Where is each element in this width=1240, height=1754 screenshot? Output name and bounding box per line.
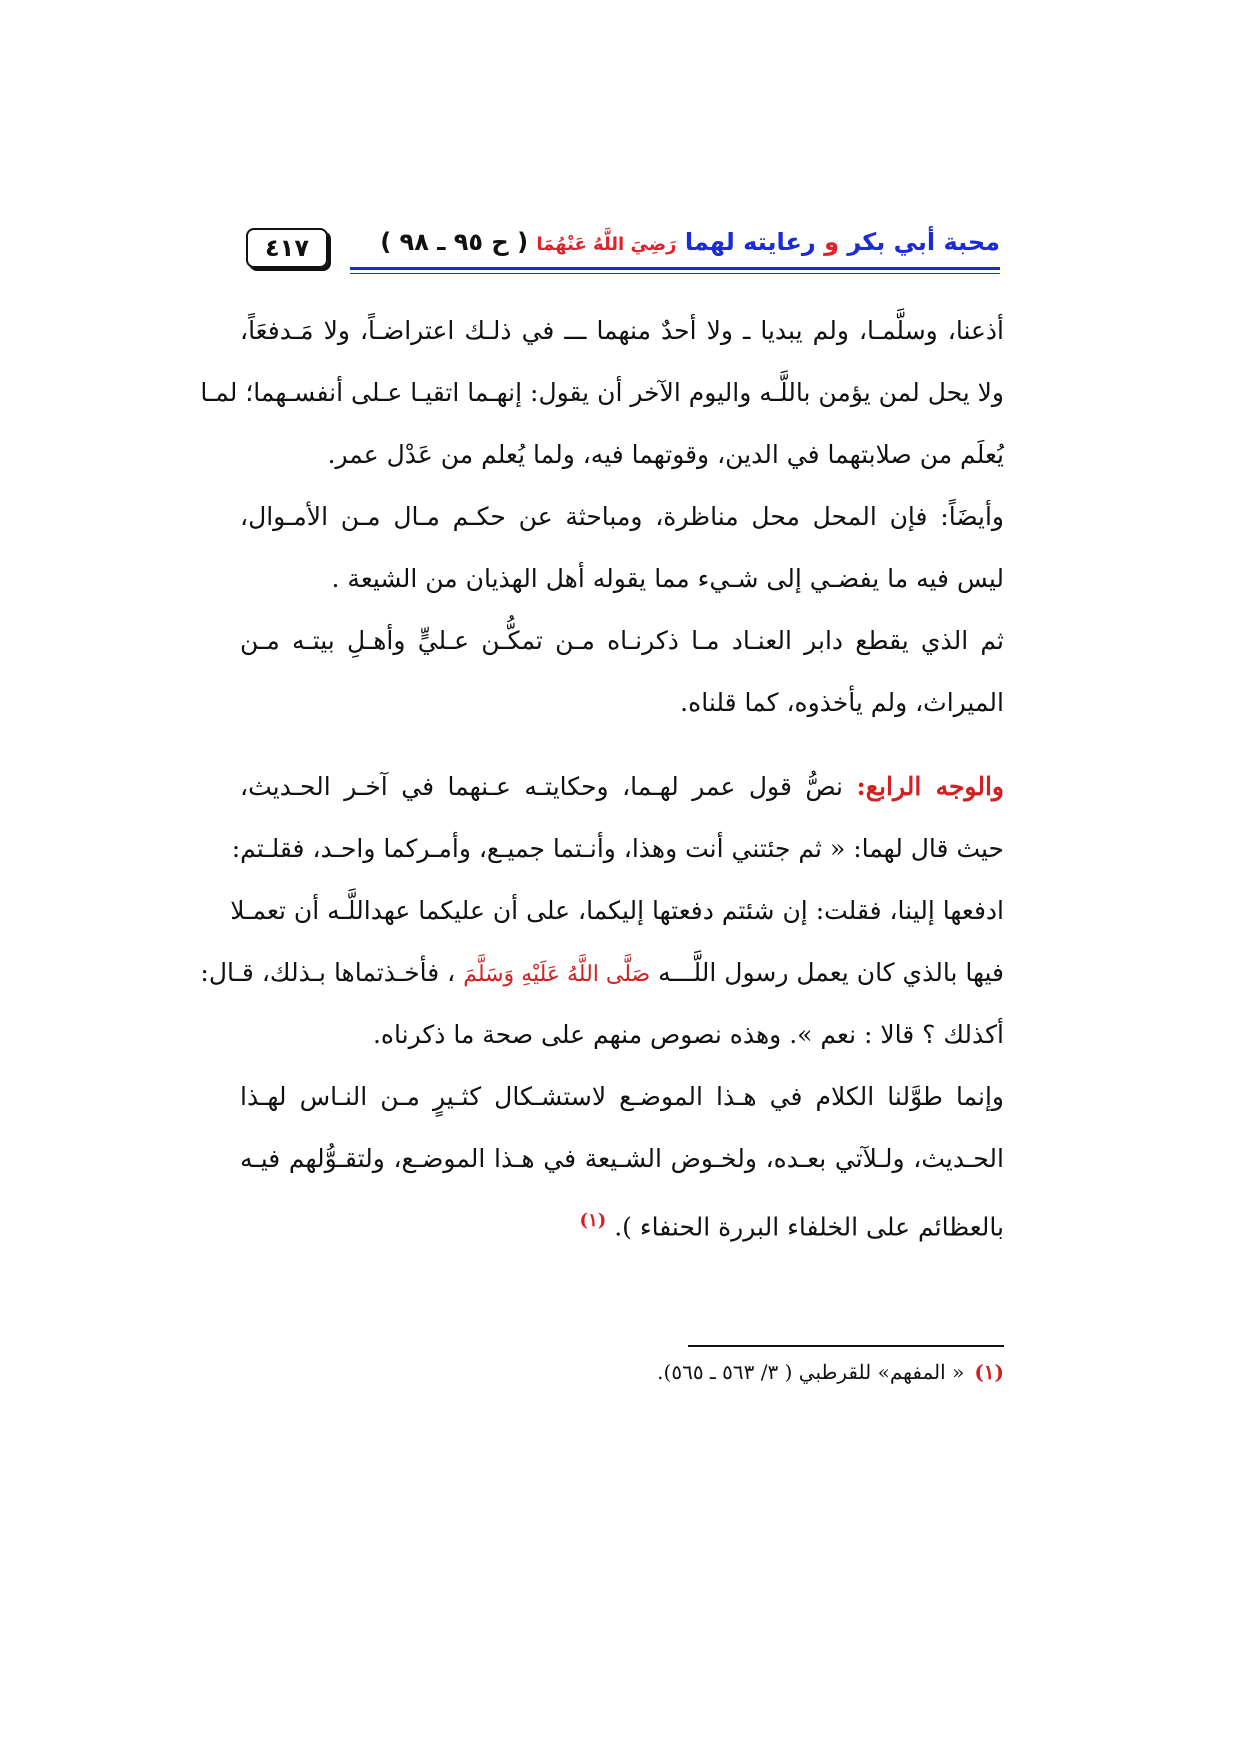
text-line: أكذلك ؟ قالا : نعم ». وهذه نصوص منهم على صحة ما ذكرناه. bbox=[372, 1020, 1004, 1049]
page-number: ٤١٧ bbox=[246, 228, 328, 268]
text-line bbox=[240, 1190, 1004, 1252]
running-title bbox=[380, 228, 1000, 256]
footnote-reference[interactable]: (١) bbox=[579, 1210, 607, 1231]
text-line: ادفعها إلينا، فقلت: إن شئتم دفعتها إليكما، على أن عليكما عهداللَّـه أن تعمـلا bbox=[230, 896, 1004, 925]
salawat-glyph: صَلَّى اللَّهُ عَلَيْهِ وَسَلَّمَ bbox=[463, 962, 651, 987]
section-lead: والوجه الرابع: bbox=[856, 772, 1004, 801]
page-header bbox=[246, 228, 1000, 270]
text-line: يُعلَم من صلابتهما في الدين، وقوتهما فيه، ولما يُعلم من عَدْل عمر. bbox=[327, 440, 1004, 469]
text-span: ، فأخـذتماها بـذلك، قـال: bbox=[200, 958, 464, 987]
header-rule-thin bbox=[350, 273, 1000, 274]
text-span: بالعظائم على الخلفاء البررة الحنفاء ). bbox=[606, 1212, 1004, 1242]
text-line: الميراث، ولم يأخذوه، كما قلناه. bbox=[680, 688, 1004, 717]
text-line bbox=[200, 942, 1004, 1004]
text-span: نصُّ قول عمر لهـما، وحكايتـه عـنهما في آخـر الحـديث، bbox=[240, 772, 857, 801]
text-span: فيها بالذي كان يعمل رسول اللَّـــه bbox=[650, 958, 1004, 987]
honorific-glyph: رَضِيَ اللَّهُ عَنْهُمَا bbox=[536, 234, 677, 255]
footnote bbox=[657, 1360, 1004, 1384]
paragraph-gap bbox=[240, 734, 1004, 756]
text-line bbox=[240, 756, 1004, 818]
main-text bbox=[200, 300, 1004, 1252]
running-title-conjunction: و bbox=[824, 228, 839, 256]
text-line: ثم الذي يقطع دابر العنـاد مـا ذكرنـاه مـن تمكُّـن عـليٍّ وأهـلِ بيتـه مـن bbox=[240, 626, 1004, 655]
header-rule bbox=[350, 267, 1000, 270]
running-title-part1: محبة أبي بكر bbox=[847, 228, 1000, 256]
footnote-number: (١) bbox=[974, 1360, 1004, 1384]
running-title-part2: رعايته لهما bbox=[684, 228, 816, 256]
text-line: الحـديث، ولـلآتي بعـده، ولخـوض الشـيعة في هـذا الموضـع، ولتقـوُّلهم فيـه bbox=[240, 1144, 1004, 1173]
text-line: ليس فيه ما يفضـي إلى شـيء مما يقوله أهل الهذيان من الشيعة . bbox=[331, 564, 1004, 593]
text-line: أذعنا، وسلَّمـا، ولم يبديا ـ ولا أحدٌ منهما ـــ في ذلـك اعتراضـاً، ولا مَـدفعَاً، bbox=[240, 316, 1004, 345]
text-line: وإنما طوَّلنا الكلام في هـذا الموضـع لاستشـكال كثـيرٍ مـن النـاس لهـذا bbox=[240, 1082, 1004, 1111]
text-line: وأيضَاً: فإن المحل محل مناظرة، ومباحثة عن حكـم مـال مـن الأمـوال، bbox=[240, 502, 1004, 531]
text-line: حيث قال لهما: « ثم جئتني أنت وهذا، وأنـتما جميـع، وأمـركما واحـد، فقلـتم: bbox=[231, 834, 1004, 863]
footnote-text: « المفهم» للقرطبي ( ٣/ ٥٦٣ ـ ٥٦٥). bbox=[657, 1360, 965, 1384]
hadith-range: ( ح ٩٥ ـ ٩٨ ) bbox=[380, 228, 529, 256]
footnote-separator bbox=[688, 1345, 1004, 1347]
text-line: ولا يحل لمن يؤمن باللَّـه واليوم الآخر أن يقول: إنهـما اتقيـا عـلى أنفسـهما؛ لمـا bbox=[200, 378, 1004, 407]
